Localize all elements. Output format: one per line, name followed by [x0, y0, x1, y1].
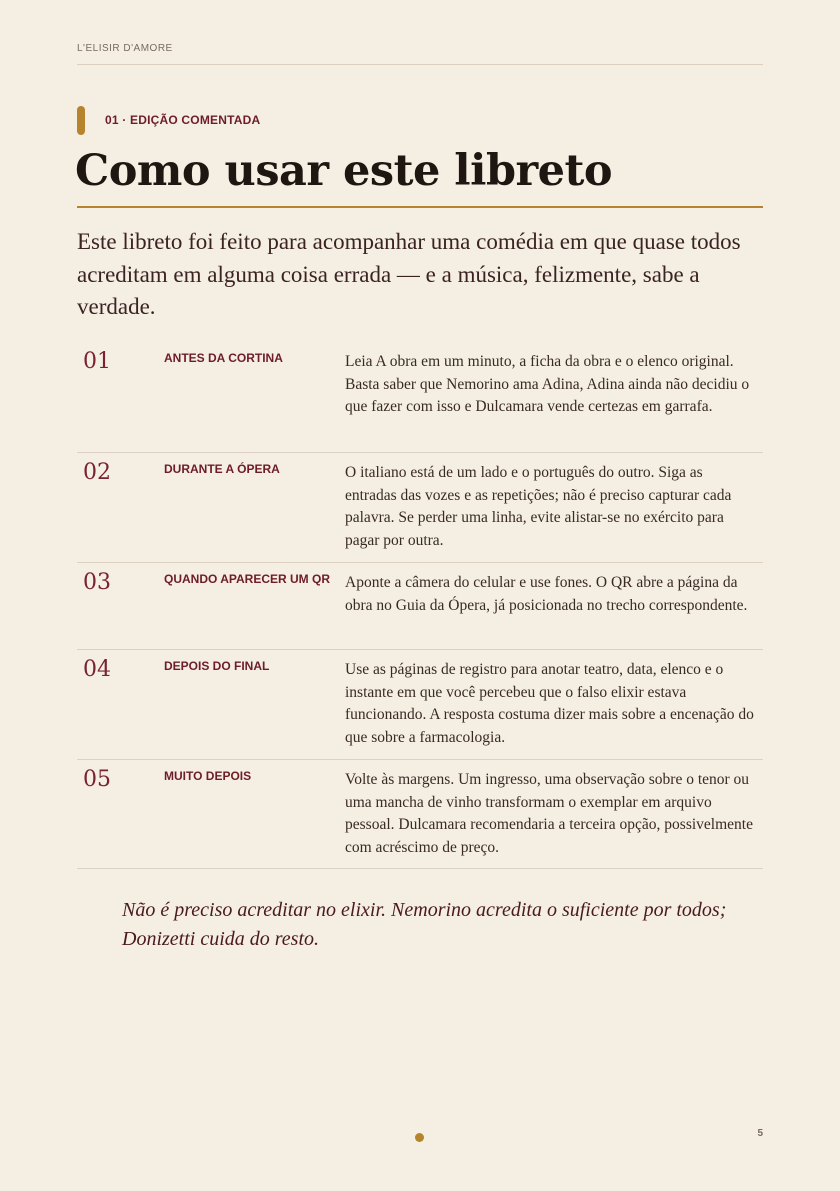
step-number: 03	[83, 570, 111, 595]
step-description: Aponte a câmera do celular e use fones. O QR abre a página da obra no Guia da Ópera, já posicionada no trecho correspondente.	[345, 574, 748, 614]
step-row	[77, 453, 763, 563]
section-marker	[77, 106, 85, 135]
step-row	[77, 342, 763, 453]
step-number: 05	[83, 767, 111, 792]
step-title: ANTES DA CORTINA	[164, 351, 283, 365]
step-description: Use as páginas de registro para anotar teatro, data, elenco e o instante em que você percebeu que o falso elixir estava funcionando. A resposta costuma dizer mais sobre a encenação do que sobre a farmacologia.	[345, 661, 754, 746]
step-number: 01	[83, 349, 111, 374]
step-number: 04	[83, 657, 111, 682]
step-row	[77, 760, 763, 869]
step-description: Leia A obra em um minuto, a ficha da obra e o elenco original. Basta saber que Nemorino ama Adina, Adina ainda não decidiu o que fazer com isso e Dulcamara vende certezas em garrafa.	[345, 353, 750, 416]
step-title: DEPOIS DO FINAL	[164, 659, 270, 673]
title-divider	[77, 206, 763, 208]
page-title: Como usar este libreto	[75, 146, 613, 196]
step-row	[77, 563, 763, 650]
running-head: L'ELISIR D'AMORE	[77, 43, 173, 54]
footer-ornament	[415, 1133, 424, 1142]
header-divider	[77, 64, 763, 65]
page-number: 5	[757, 1128, 763, 1139]
intro-paragraph: Este libreto foi feito para acompanhar uma comédia em que quase todos acreditam em alguma coisa errada — e a música, felizmente, sabe a verdade.	[77, 229, 741, 319]
steps-list	[77, 342, 763, 869]
step-title: QUANDO APARECER UM QR	[164, 572, 331, 586]
step-row	[77, 650, 763, 760]
closing-quote: Não é preciso acreditar no elixir. Nemorino acredita o suficiente por todos; Donizetti cuida do resto.	[122, 899, 727, 950]
section-eyebrow: 01 · EDIÇÃO COMENTADA	[105, 113, 261, 127]
step-description: Volte às margens. Um ingresso, uma observação sobre o tenor ou uma mancha de vinho transformam o exemplar em arquivo pessoal. Dulcamara recomendaria a terceira opção, possivelmente com acréscimo de preço.	[345, 771, 753, 856]
step-title: DURANTE A ÓPERA	[164, 462, 280, 476]
step-description: O italiano está de um lado e o português do outro. Siga as entradas das vozes e as repetições; não é preciso capturar cada palavra. Se perder uma linha, evite alistar-se no exército para pagar por outra.	[345, 464, 732, 549]
step-number: 02	[83, 460, 111, 485]
step-title: MUITO DEPOIS	[164, 769, 252, 783]
